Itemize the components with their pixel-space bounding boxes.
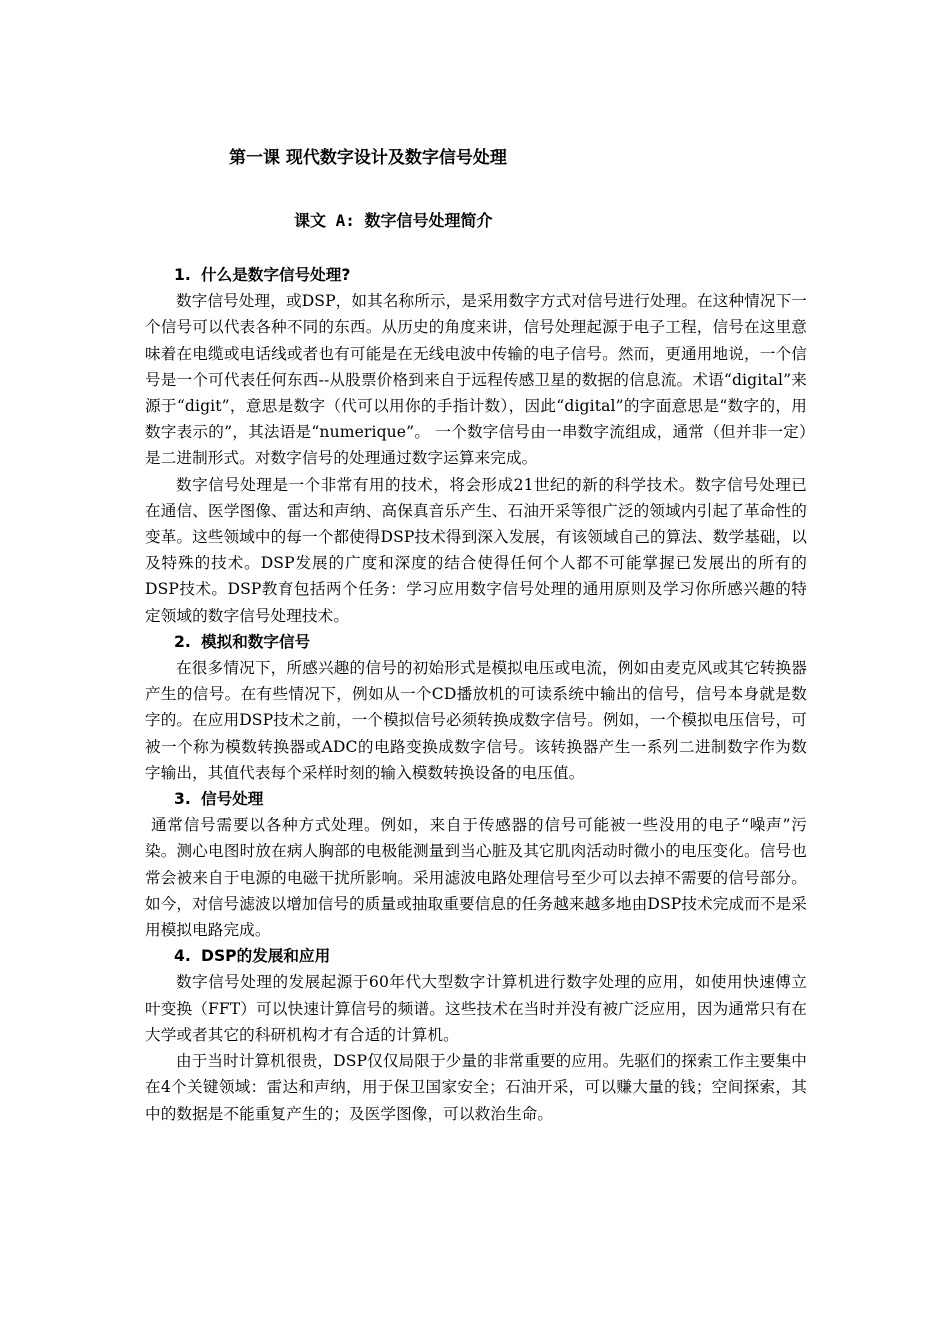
paragraph: 由于当时计算机很贵，DSP仅仅局限于少量的非常重要的应用。先驱们的探索工作主要集中在4个关键领域：雷达和声纳，用于保卫国家安全；石油开采，可以赚大量的钱；空间探索，其中的数据是不能重复产生的；及医学图像，可以救治生命。 [145,1052,807,1123]
section-title: 什么是数字信号处理? [201,266,351,284]
section-number: 4. [174,947,191,966]
section-number: 2. [174,632,191,651]
section-number: 3. [174,790,191,809]
section-title: DSP的发展和应用 [201,947,331,966]
lesson-title: 第一课 现代数字设计及数字信号处理 [229,148,507,168]
section-heading-2 [145,629,807,655]
document-body [145,262,807,1127]
section-title: 信号处理 [201,790,264,809]
text-subtitle: 课文 A: 数字信号处理简介 [294,211,493,230]
section-heading-4 [145,943,807,969]
paragraph: 在很多情况下，所感兴趣的信号的初始形式是模拟电压或电流，例如由麦克风或其它转换器产生的信号。在有些情况下，例如从一个CD播放机的可读系统中输出的信号，信号本身就是数字的。在应用DSP技术之前，一个模拟信号必须转换成数字信号。例如，一个模拟电压信号，可被一个称为模数转换器或ADC的电路变换成数字信号。该转换器产生一系列二进制数字作为数字输出，其值代表每个采样时刻的输入模数转换设备的电压值。 [145,659,807,782]
section-number: 1. [174,266,191,284]
section-heading-3 [145,786,807,812]
paragraph: 数字信号处理，或DSP，如其名称所示，是采用数字方式对信号进行处理。在这种情况下一个信号可以代表各种不同的东西。从历史的角度来讲，信号处理起源于电子工程，信号在这里意味着在电缆或电话线或者也有可能是在无线电波中传输的电子信号。然而，更通用地说，一个信号是一个可代表任何东西--从股票价格到来自于远程传感卫星的数据的信息流。术语“digital”来源于“digit”，意思是数字（代可以用你的手指计数），因此“digital”的字面意思是“数字的，用数字表示的”，其法语是“numerique”。 一个数字信号由一串数字流组成，通常（但并非一定）是二进制形式。对数字信号的处理通过数字运算来完成。 [145,292,807,468]
paragraph: 数字信号处理是一个非常有用的技术，将会形成21世纪的新的科学技术。数字信号处理已在通信、医学图像、雷达和声纳、高保真音乐产生、石油开采等很广泛的领域内引起了革命性的变革。这些领域中的每一个都使得DSP技术得到深入发展，有该领域自己的算法、数学基础，以及特殊的技术。DSP发展的广度和深度的结合使得任何个人都不可能掌握已发展出的所有的DSP技术。DSP教育包括两个任务：学习应用数字信号处理的通用原则及学习你所感兴趣的特定领域的数字信号处理技术。 [145,475,807,625]
section-heading-1 [145,262,807,288]
paragraph: 通常信号需要以各种方式处理。例如，来自于传感器的信号可能被一些没用的电子“噪声”污染。测心电图时放在病人胸部的电极能测量到当心脏及其它肌肉活动时微小的电压变化。信号也常会被来自于电源的电磁干扰所影响。采用滤波电路处理信号至少可以去掉不需要的信号部分。如今，对信号滤波以增加信号的质量或抽取重要信息的任务越来越多地由DSP技术完成而不是采用模拟电路完成。 [145,816,807,940]
section-title: 模拟和数字信号 [201,632,311,651]
paragraph: 数字信号处理的发展起源于60年代大型数字计算机进行数字处理的应用，如使用快速傅立叶变换（FFT）可以快速计算信号的频谱。这些技术在当时并没有被广泛应用，因为通常只有在大学或者其它的科研机构才有合适的计算机。 [145,973,807,1044]
